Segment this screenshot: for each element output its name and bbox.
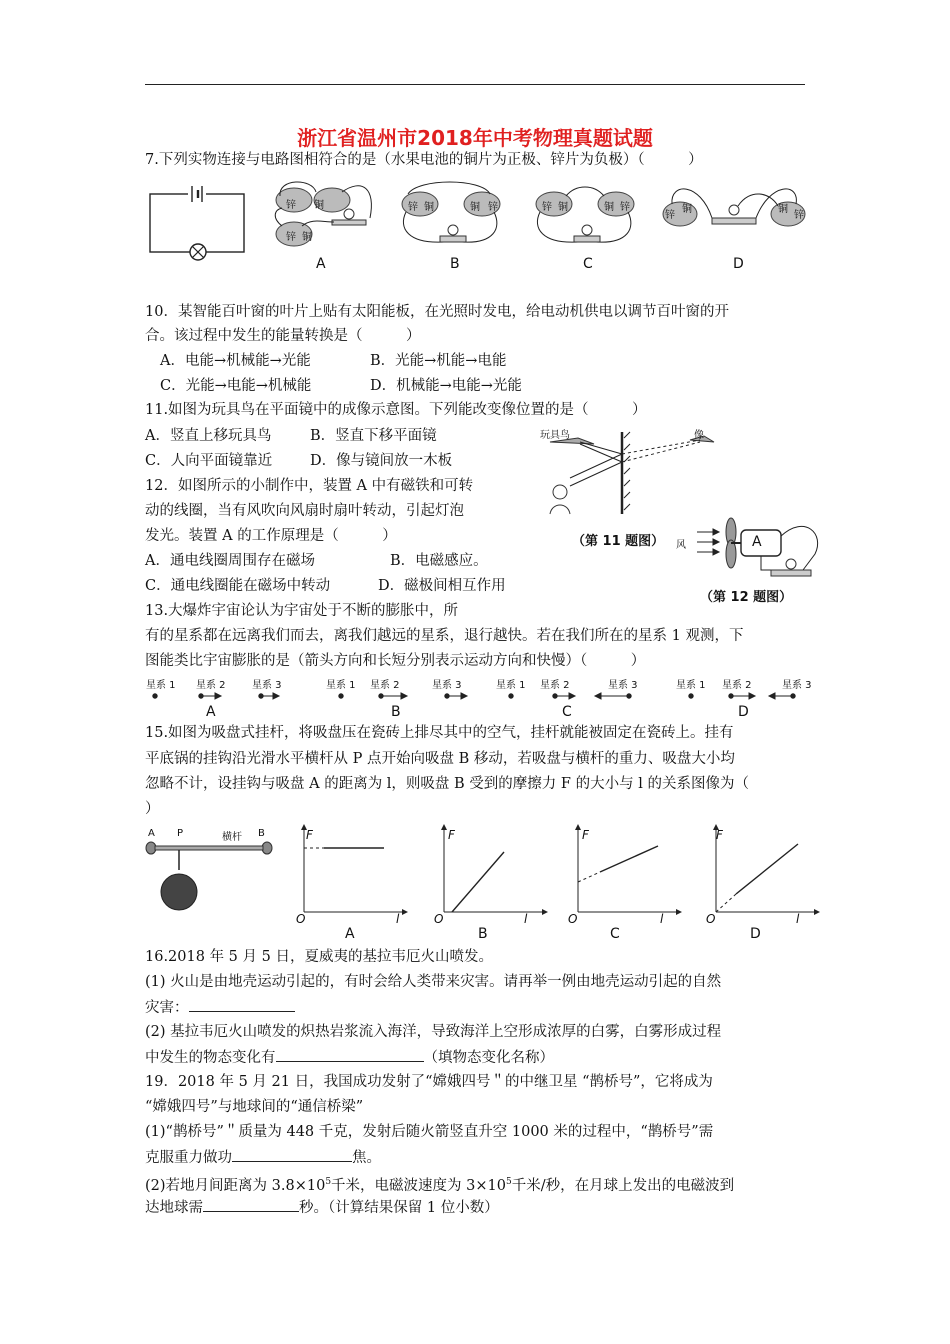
q13-option-b-label[interactable]: B — [391, 704, 401, 720]
q15-d-axis-y: F — [716, 828, 723, 842]
q15-line-2: 平底锅的挂钩沿光滑水平横杆从 P 点开始向吸盘 B 移动，若吸盘与横杆的重力、吸盘大小均 — [145, 751, 735, 767]
q16-answer-blank-1[interactable] — [189, 997, 295, 1012]
q19-line-6a: 达地球需 — [145, 1200, 203, 1216]
q13-b-galaxy-3: 星系 3 — [432, 680, 462, 691]
q13-c-galaxy-3: 星系 3 — [608, 680, 638, 691]
q15-a-axis-y: F — [306, 828, 313, 842]
q10-option-b[interactable]: B．光能→机能→电能 — [370, 353, 507, 369]
q16-answer-blank-2[interactable] — [276, 1047, 424, 1062]
q7-b-zinc-left: 锌 — [408, 202, 418, 213]
q19-line-5c: 千米/秒，在月球上发出的电磁波到 — [511, 1177, 735, 1194]
q7-b-copper-right: 铜 — [470, 202, 480, 213]
q7-circuit-diagram — [148, 184, 248, 266]
q15-c-origin: O — [568, 912, 578, 926]
q13-line-2: 有的星系都在远离我们而去，离我们越远的星系，退行越快。若在我们所在的星系 1 观测，下 — [145, 628, 744, 644]
q15-c-axis-y: F — [582, 828, 589, 842]
q7-c-copper-left: 铜 — [558, 202, 568, 213]
q16-line-5 — [145, 1047, 554, 1068]
q16-line-3-text: 灾害： — [145, 1000, 189, 1016]
q13-a-galaxy-3: 星系 3 — [252, 680, 282, 691]
q7-option-d-label[interactable]: D — [733, 256, 744, 272]
q15-a-axis-x: l — [396, 912, 400, 926]
q19-line-4 — [145, 1147, 381, 1168]
q12-option-c[interactable]: C．通电线圈能在磁场中转动 — [145, 578, 331, 594]
q11-figure-caption: （第 11 题图） — [572, 534, 665, 549]
q7-a-copper-top: 铜 — [314, 200, 324, 211]
q7-b-zinc-right: 锌 — [488, 202, 498, 213]
q15-option-a-label[interactable]: A — [345, 926, 355, 942]
q15-b-origin: O — [434, 912, 444, 926]
q15-label-b: B — [258, 828, 265, 839]
q19-answer-blank-1[interactable] — [232, 1147, 352, 1162]
q7-d-copper-right: 铜 — [778, 204, 788, 215]
q7-c-zinc-left: 锌 — [542, 202, 552, 213]
q15-line-4: ） — [145, 801, 160, 817]
q7-a-zinc-bottom: 锌 — [286, 232, 296, 243]
q10-line-2: 合。该过程中发生的能量转换是（ ） — [145, 328, 421, 344]
q19-line-5 — [145, 1172, 734, 1196]
q13-c-galaxy-2: 星系 2 — [540, 680, 570, 691]
q12-line-2: 动的线圈，当有风吹向风扇时扇叶转动，引起灯泡 — [145, 503, 464, 519]
q12-option-d[interactable]: D．磁极间相互作用 — [378, 578, 506, 594]
q7-b-copper-left: 铜 — [424, 202, 434, 213]
q11-option-d[interactable]: D．像与镜间放一木板 — [310, 453, 453, 469]
q7-a-zinc-top: 锌 — [286, 200, 296, 211]
q15-label-a: A — [148, 828, 155, 839]
q16-line-2: (1) 火山是由地壳运动引起的，有时会给人类带来灾害。请再举一例由地壳运动引起的自然 — [145, 974, 722, 990]
q13-b-galaxy-1: 星系 1 — [326, 680, 356, 691]
q15-c-axis-x: l — [660, 912, 664, 926]
q13-line-3: 图能类比宇宙膨胀的是（箭头方向和长短分别表示运动方向和快慢）（ ） — [145, 653, 646, 669]
q19-answer-blank-2[interactable] — [203, 1197, 299, 1212]
q13-line-1: 13.大爆炸宇宙论认为宇宙处于不断的膨胀中，所 — [145, 603, 459, 619]
q15-d-origin: O — [706, 912, 716, 926]
q7-d-zinc-right: 锌 — [794, 210, 804, 221]
q7-d-copper-left: 铜 — [682, 204, 692, 215]
q10-option-d[interactable]: D．机械能→电能→光能 — [370, 378, 522, 394]
q16-line-1: 16.2018 年 5 月 5 日，夏威夷的基拉韦厄火山喷发。 — [145, 949, 493, 965]
q15-line-1: 15.如图为吸盘式挂杆，将吸盘压在瓷砖上排尽其中的空气，挂杆就能被固定在瓷砖上。挂有 — [145, 725, 734, 741]
q12-option-a[interactable]: A．通电线圈周围存在磁场 — [145, 553, 315, 569]
q11-option-a[interactable]: A．竖直上移玩具鸟 — [145, 428, 272, 444]
q12-line-1: 12．如图所示的小制作中，装置 A 中有磁铁和可转 — [145, 478, 474, 494]
q13-d-galaxy-1: 星系 1 — [676, 680, 706, 691]
q15-b-axis-x: l — [524, 912, 528, 926]
q7-stem: 7.下列实物连接与电路图相符合的是（水果电池的铜片为正极、锌片为负极）（ ） — [145, 152, 703, 168]
q11-option-b[interactable]: B．竖直下移平面镜 — [310, 428, 437, 444]
header-rule — [145, 84, 805, 85]
q19-exponent-2: 5 — [505, 1177, 512, 1187]
q12-line-3: 发光。装置 A 的工作原理是（ ） — [145, 528, 397, 544]
q13-option-c-label[interactable]: C — [562, 704, 572, 720]
q13-b-galaxy-2: 星系 2 — [370, 680, 400, 691]
q7-option-a-label[interactable]: A — [316, 256, 326, 272]
q12-wind-label: 风 — [676, 540, 686, 551]
q10-option-c[interactable]: C．光能→电能→机械能 — [160, 378, 312, 394]
q13-d-galaxy-2: 星系 2 — [722, 680, 752, 691]
q15-option-d-label[interactable]: D — [750, 926, 761, 942]
q19-line-6b: 秒。（计算结果保留 1 位小数） — [299, 1200, 499, 1216]
q7-option-b-figure — [398, 178, 506, 250]
q11-option-c[interactable]: C．人向平面镜靠近 — [145, 453, 273, 469]
q11-toy-bird-label: 玩具鸟 — [540, 430, 570, 441]
q7-option-c-figure — [532, 178, 640, 250]
q7-c-zinc-right: 锌 — [620, 202, 630, 213]
q19-line-5b: 千米，电磁波速度为 3×10 — [331, 1177, 506, 1194]
q7-c-copper-right: 铜 — [604, 202, 614, 213]
q13-option-d-label[interactable]: D — [738, 704, 749, 720]
q16-line-4: (2) 基拉韦厄火山喷发的炽热岩浆流入海洋，导致海洋上空形成浓厚的白雾，白雾形成过程 — [145, 1024, 722, 1040]
q13-option-a-label[interactable]: A — [206, 704, 216, 720]
q10-option-a[interactable]: A．电能→机械能→光能 — [160, 353, 311, 369]
q7-d-zinc-left: 锌 — [665, 210, 675, 221]
q13-a-galaxy-1: 星系 1 — [146, 680, 176, 691]
q15-d-axis-x: l — [796, 912, 800, 926]
q13-a-galaxy-2: 星系 2 — [196, 680, 226, 691]
q19-line-1: 19．2018 年 5 月 21 日，我国成功发射了“嫦娥四号＂的中继卫星 “鹊桥号”，它将成为 — [145, 1074, 713, 1090]
q13-d-galaxy-3: 星系 3 — [782, 680, 812, 691]
q10-line-1: 10．某智能百叶窗的叶片上贴有太阳能板，在光照时发电，给电动机供电以调节百叶窗的开 — [145, 304, 729, 320]
q12-option-b[interactable]: B．电磁感应。 — [390, 553, 488, 569]
q19-line-2: “嫦娥四号”与地球间的“通信桥梁” — [145, 1099, 364, 1115]
q11-mirror-figure — [540, 428, 720, 516]
q19-line-3: (1)“鹊桥号”＂质量为 448 千克，发射后随火箭竖直升空 1000 米的过程中，“鹊桥号”需 — [145, 1124, 714, 1140]
q7-a-copper-bottom: 铜 — [302, 232, 312, 243]
q12-fan-figure — [675, 514, 825, 582]
q15-b-axis-y: F — [448, 828, 455, 842]
q19-line-4a: 克服重力做功 — [145, 1150, 232, 1166]
q7-option-c-label[interactable]: C — [583, 256, 593, 272]
q12-figure-caption: （第 12 题图） — [700, 590, 793, 605]
page-title: 浙江省温州市2018年中考物理真题试题 — [297, 126, 653, 150]
q15-a-origin: O — [296, 912, 306, 926]
q12-device-a-label: A — [752, 534, 762, 550]
q15-hanger-figure — [145, 838, 275, 918]
q13-c-galaxy-1: 星系 1 — [496, 680, 526, 691]
q19-line-5a: (2)若地月间距离为 3.8×10 — [145, 1177, 326, 1194]
q7-option-b-label[interactable]: B — [450, 256, 460, 272]
q13-galaxy-arrows — [145, 688, 810, 706]
q19-line-4b: 焦。 — [352, 1150, 381, 1166]
q16-line-5b: （填物态变化名称） — [423, 1050, 554, 1066]
q15-label-p: P — [177, 828, 184, 839]
q15-option-c-label[interactable]: C — [610, 926, 620, 942]
q11-stem: 11.如图为玩具鸟在平面镜中的成像示意图。下列能改变像位置的是（ ） — [145, 402, 647, 418]
q15-line-3: 忽略不计，设挂钩与吸盘 A 的距离为 l，则吸盘 B 受到的摩擦力 F 的大小与 l 的关系图像为（ — [145, 776, 749, 792]
q15-label-bar: 横杆 — [222, 832, 242, 843]
q19-line-6 — [145, 1197, 499, 1218]
q15-option-b-label[interactable]: B — [478, 926, 488, 942]
q16-line-3 — [145, 997, 295, 1018]
q19-exponent-1: 5 — [325, 1177, 332, 1187]
q16-line-5a: 中发生的物态变化有 — [145, 1050, 276, 1066]
q11-image-label: 像 — [694, 430, 704, 441]
